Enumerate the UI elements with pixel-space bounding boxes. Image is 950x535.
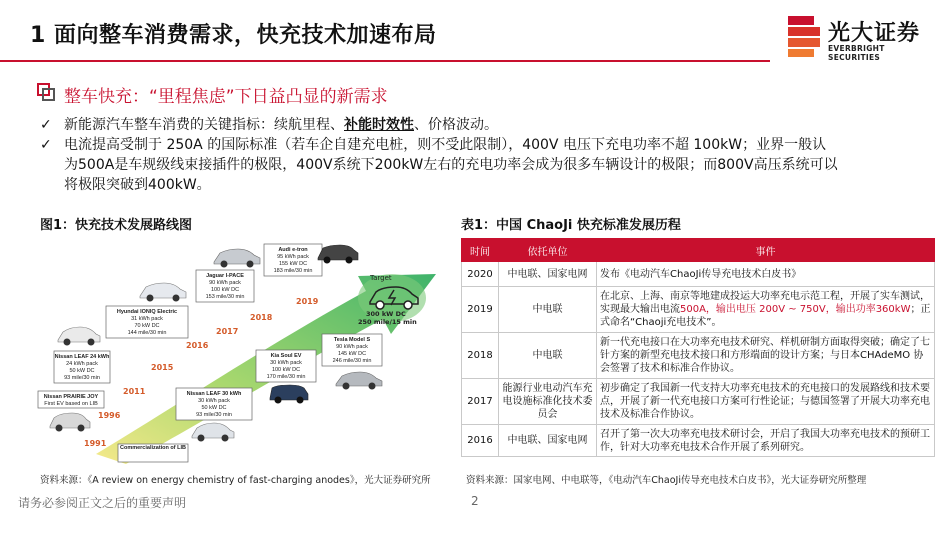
car-icon: [214, 249, 260, 268]
emphasis-text: 补能时效性: [344, 117, 414, 133]
org-cell: 能源行业电动汽车充电设施标准化技术委员会: [499, 379, 597, 425]
car-spec: 70 kW DC: [134, 323, 160, 329]
check-icon: ✓: [40, 117, 52, 133]
car-spec: 153 mile/30 min: [205, 294, 245, 300]
title-divider: [0, 60, 770, 62]
car-icon: [140, 283, 186, 302]
car-icon: [336, 372, 382, 390]
year-cell: 2017: [462, 379, 499, 425]
car-name: Hyundai IONIQ Electric: [116, 309, 178, 315]
year-cell: 2020: [462, 262, 499, 287]
logo-name-cn: 光大证券: [828, 21, 921, 46]
target-spec: 300 kW DC: [366, 310, 406, 318]
year-cell: 2019: [462, 287, 499, 333]
section-title: 整车快充：“里程焦虑”下日益凸显的新需求: [64, 87, 388, 107]
figure-source: 资料来源：《A review on energy chemistry of fast-charging anodes》，光大证券研究所: [40, 475, 431, 486]
table-title: 表1：中国 ChaoJi 快充标准发展历程: [461, 218, 681, 233]
bullet-continuation: 将极限突破到400kW。: [64, 177, 211, 193]
year-label: 1991: [84, 439, 107, 448]
car-spec: First EV based on LIB: [44, 401, 98, 407]
bullet-item: ✓ 电流提高受制于 250A 的国际标准（若车企自建充电桩，则不受此限制），400V 电压下充电功率不超 100kW；业界一般认: [40, 137, 827, 153]
car-spec: 90 kWh pack: [209, 280, 241, 286]
year-label: 2015: [151, 363, 174, 372]
year-cell: 2018: [462, 333, 499, 379]
car-name: Kia Soul EV: [270, 353, 302, 359]
car-spec: 24 kWh pack: [66, 361, 98, 367]
page-number: 2: [471, 494, 479, 508]
table-row: [462, 333, 935, 379]
table-row: [462, 287, 935, 333]
target-spec: 250 mile/15 min: [358, 318, 417, 326]
event-cell: 发布《电动汽车ChaoJi传导充电技术白皮书》: [597, 262, 935, 287]
event-cell: 在北京、上海、南京等地建成投运大功率充电示范工程，开展了实车测试，实现最大输出电流500A，输出电压 200V ~ 750V，输出功率360kW；正式命名“Chaoji充电技术”。: [597, 287, 935, 333]
car-name: Nissan PRAIRIE JOY: [43, 394, 99, 400]
event-cell: 召开了第一次大功率充电技术研讨会，开启了我国大功率充电技术的预研工作，针对大功率充电技术合作开展了系列研究。: [597, 425, 935, 457]
car-spec: 31 kWh pack: [131, 316, 163, 322]
car-icon: [318, 245, 358, 264]
bullet-item: ✓ 新能源汽车整车消费的关键指标：续航里程、补能时效性、价格波动。: [40, 117, 498, 133]
car-spec: 95 kWh pack: [277, 254, 309, 260]
car-spec: 246 mile/30 min: [332, 358, 372, 364]
car-icon: [270, 385, 308, 404]
car-spec: 30 kWh pack: [270, 360, 302, 366]
car-name: Nissan LEAF 30 kWh: [186, 391, 242, 397]
car-icon: [50, 413, 90, 432]
column-header: 事件: [597, 239, 935, 262]
org-cell: 中电联、国家电网: [499, 262, 597, 287]
figure-title: 图1：快充技术发展路线图: [40, 218, 193, 233]
car-icon: [58, 327, 100, 346]
table-source: 资料来源：国家电网、中电联等，《电动汽车ChaoJi传导充电技术白皮书》，光大证券研究所整理: [466, 475, 867, 486]
car-spec: 50 kW DC: [201, 405, 227, 411]
car-spec: 183 mile/30 min: [273, 268, 313, 274]
chaoji-history-table: [461, 238, 935, 457]
car-spec: 170 mile/30 min: [266, 374, 306, 380]
car-spec: 155 kW DC: [278, 261, 308, 267]
car-name: Audi e-tron: [278, 247, 308, 253]
event-cell: 新一代充电接口在大功率充电技术研究、样机研制方面取得突破；确定了七针方案的新型充电技术接口和方形端面的设计方案；与日本CHAdeMO 协会签署了技术和标准合作协议。: [597, 333, 935, 379]
car-icon: [192, 423, 234, 442]
car-spec: 100 kW DC: [210, 287, 240, 293]
org-cell: 中电联、国家电网: [499, 425, 597, 457]
car-spec: 144 mile/30 min: [127, 330, 167, 336]
bullet-list: [40, 115, 930, 195]
car-name: Nissan LEAF 24 kWh: [54, 354, 110, 360]
table-row: [462, 262, 935, 287]
page-title: 1 面向整车消费需求，快充技术加速布局: [30, 23, 437, 48]
year-label: 2017: [216, 327, 239, 336]
year-cell: 2016: [462, 425, 499, 457]
lib-label: Commercialization of LIB: [120, 445, 186, 451]
org-cell: 中电联: [499, 287, 597, 333]
company-logo: [786, 14, 936, 62]
year-label: 2016: [186, 341, 209, 350]
bullet-continuation: 为500A是车规级线束接插件的极限，400V系统下200kW左右的充电功率会成为很多车辆设计的极限；而800V高压系统可以: [64, 157, 838, 173]
section-square-icon: [37, 83, 55, 101]
car-spec: 93 mile/30 min: [196, 412, 232, 418]
column-header: 依托单位: [499, 239, 597, 262]
target-label: Target: [370, 274, 392, 282]
car-spec: 30 kWh pack: [198, 398, 230, 404]
year-label: 2018: [250, 313, 273, 322]
logo-mark-icon: [786, 14, 822, 58]
check-icon: ✓: [40, 137, 52, 153]
car-name: Jaguar I-PACE: [206, 273, 244, 279]
car-spec: 90 kWh pack: [336, 344, 368, 350]
disclaimer: 请务必参阅正文之后的重要声明: [18, 496, 187, 510]
year-label: 2019: [296, 297, 319, 306]
column-header: 时间: [462, 239, 499, 262]
car-spec: 50 kW DC: [69, 368, 95, 374]
year-label: 1996: [98, 411, 121, 420]
logo-name-en: EVERBRIGHT SECURITIES: [828, 44, 885, 62]
highlight-text: 500A，输出电压 200V ~ 750V，输出功率360kW: [680, 304, 911, 315]
car-spec: 145 kW DC: [337, 351, 367, 357]
table-row: [462, 425, 935, 457]
car-name: Tesla Model S: [333, 337, 371, 343]
fast-charging-roadmap: [36, 236, 440, 464]
event-cell: 初步确定了我国新一代支持大功率充电技术的充电接口的发展路线和技术要点，开展了新一代充电接口方案可行性论证；与德国签署了开展大功率充电技术及标准合作协议。: [597, 379, 935, 425]
table-header-row: [462, 239, 935, 262]
car-spec: 100 kW DC: [271, 367, 301, 373]
year-label: 2011: [123, 387, 146, 396]
car-spec: 93 mile/30 min: [64, 375, 100, 381]
org-cell: 中电联: [499, 333, 597, 379]
table-row: [462, 379, 935, 425]
